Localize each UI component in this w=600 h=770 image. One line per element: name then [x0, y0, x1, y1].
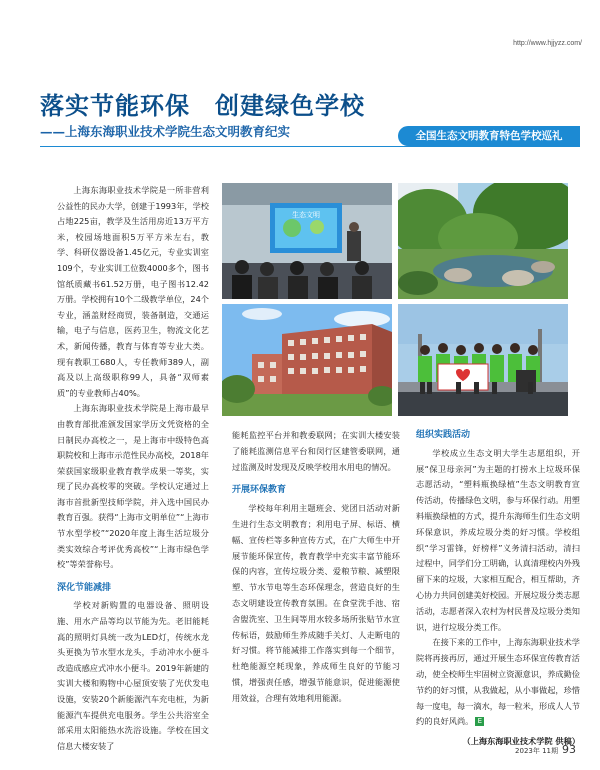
screen-text: 生态文明: [292, 211, 320, 219]
section-banner: 全国生态文明教育特色学校巡礼: [398, 126, 580, 146]
volunteers-illustration: [398, 304, 568, 416]
banner-divider: [40, 146, 580, 147]
paragraph-honors: 上海东海职业技术学院是上海市最早由教育部批准颁发国家学历文凭资格的全日制民办高校之一，是上海市中级特色高职院校和上海市示范性民办高校，2018年荣获国家级职业教育教学成果一等奖，实现了民办高校零的突破。学校认定通过上海市首批新型技师学院，并入选中国民办教育百强。获得“上海市文明单位”“上海市节水型学校”“2020年度上海生活垃圾分类实效综合考评优秀高校”“上海市绿色学校”等荣誉称号。: [57, 403, 209, 570]
paragraph-conclusion: [416, 635, 580, 730]
paragraph-monitoring: 能耗监控平台并和教委联网；在实训大楼安装了能耗监测信息平台和闵行区建管委联网，通过监测及时发现及反映学校用水用电的情况。: [232, 430, 400, 472]
text-column-2: [232, 428, 400, 707]
section-heading-energy: 深化节能减排: [57, 582, 112, 593]
end-mark-icon: E: [475, 717, 484, 726]
paragraph-practice: 学校成立生态文明大学生志愿组织，开展“保卫母亲河”为主题的打捞水上垃圾环保志愿活动，“塑料瓶换绿植”生态文明教育宣传活动，传播绿色文明，参与环保行动。用塑料瓶换绿植的方式，提升东海师生们生态文明环保意识，养成垃圾分类的好习惯。学校组织“学习雷锋，好榜样”义务清扫活动，清扫过程中，同学们分工明确，认真清理校内外残留下来的垃圾，大家相互配合，相互帮助，齐心协力共同创建美好校园。开展垃圾分类志愿活动，志愿者深入农村为村民普及垃圾分类知识，进行垃圾分类工作。: [416, 447, 580, 632]
section-heading-practice: 组织实践活动: [416, 430, 471, 440]
photo-campus-building: [222, 304, 392, 416]
garden-illustration: [398, 183, 568, 299]
paragraph-education: 学校每年利用主题班会、党团日活动对新生进行生态文明教育；利用电子屏、标语、横幅、宣传栏等多种宣传方式，在广大师生中开展节能环保宣传，教育教学中充实丰富节能环保的内容，宣传垃圾分类、爱粮节粮、减塑限塑、节水节电等生态环保理念，营造良好的生态文明建设宣传教育氛围。在食堂洗手池、宿舍盥洗室、卫生间等用水较多场所张贴节水宣传标语，鼓励师生养成随手关灯、人走断电的好习惯。将节能减排工作落实到每一个细节，杜绝能源空耗现象，养成师生良好的节能习惯，增强责任感，增强节能意识，促进能源使用效益，合理有效地利用能源。: [232, 503, 400, 703]
text-column-1: [57, 183, 209, 754]
text-column-3: [416, 428, 580, 750]
article-credit: （上海东海职业技术学院 供稿）: [462, 736, 580, 747]
paragraph-intro: 上海东海职业技术学院是一所非营利公益性的民办大学，创建于1993年，学校占地225亩，教学及生活用房近13万平方米，校园场地面积5万平方米左右，教学、科研仪器设备1.45亿元，专业实训室109个，专业实训工位数4000多个，图书馆纸质藏书61.52万册，电子图书12.42万册。学校拥有10个二级教学单位，24个专业，涵盖财经商贸，装备制造，交通运输，电子与信息，医药卫生，物流文化艺术，新闻传播，教育与体育等专业大类。现有教职工680人，专任教师389人，副高及以上高级职称99人，具备“双师素质”的专业教师占40%。: [57, 185, 209, 398]
photo-volunteers: [398, 304, 568, 416]
paragraph-energy: 学校对新购置的电器设备、照明设施、用水产品等均以节能为先。老旧能耗高的照明灯具统一改为LED灯，传统水龙头更换为节水型水龙头，手动冲水小便斗改造成感应式冲水小便斗。2019年新建的实训大楼和购物中心屋顶安装了光伏发电设施，安装20个新能源汽车充电桩，为新能源汽车提供充电服务。学生公共浴室全部采用太阳能热水洗浴设施。学校在国文信息大楼安装了: [57, 600, 209, 751]
conclusion-text: 在接下来的工作中，上海东海职业技术学院将再接再厉，通过开展生态环保宣传教育活动，使全校师生牢固树立资源意识，养成勤俭节约的好习惯，从我做起，从小事做起，珍惜每一度电，每一滴水，每一粒米，形成人人节约的良好风尚。: [416, 637, 580, 727]
article-title: 落实节能环保 创建绿色学校: [40, 91, 365, 120]
page-number: 93: [562, 743, 576, 756]
issue-date: 2023年 11期: [515, 747, 558, 755]
article-subtitle: ——上海东海职业技术学院生态文明教育纪实: [40, 124, 291, 139]
page-footer: [515, 743, 576, 756]
photo-garden: [398, 183, 568, 299]
photo-classroom: [222, 183, 392, 299]
building-illustration: [222, 304, 392, 416]
site-url: http://www.hjjyzz.com/: [513, 40, 582, 47]
classroom-illustration: [222, 183, 392, 299]
section-heading-education: 开展环保教育: [232, 485, 287, 496]
